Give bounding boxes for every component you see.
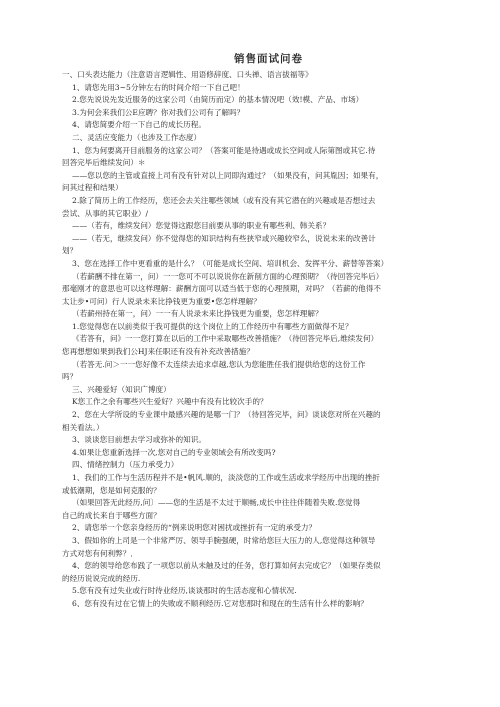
text-line: 《若答有，问》一一您打算在以后的工作中采取哪些改善措施？（待回答完毕后,维续发何）: [72, 334, 379, 344]
text-line: （若薪酬不排在第一，问）一一您可不可以说说你在新削方面的心理预期？（待回答完毕后）: [72, 271, 384, 281]
text-line: 一、口头表达能力（注意语言逻辑性、用语修辞度、口头禅、语言拔福等》: [62, 70, 313, 79]
text-line: 问其过程和结果）: [62, 183, 123, 193]
document-body: [62, 69, 453, 611]
text-line: 相关看法。）: [62, 422, 104, 432]
text-line: ——（若有，维续发问）您觉得这跟您目前要从事的职业有哪些利、韩关系？: [72, 221, 331, 231]
text-line: 或低潮期，您是如何克服的？: [62, 485, 161, 495]
text-line: 3.为何会来我们公E应聘？你对我们公司有了解吗？: [72, 107, 245, 117]
text-line: 自己的成长来自于哪些方面？: [62, 510, 161, 520]
text-line: 1.您觉得您在以前类似于我可提供的这个岗位上的工作经历中有哪些方面做得不足？: [72, 321, 353, 331]
text-line: 划？: [62, 246, 78, 256]
text-line: 吗？: [62, 372, 78, 382]
text-line: 四、情绪控制力（压力承受力）: [72, 460, 179, 470]
text-line: 三、兴趣爱好（知识广博度）: [72, 384, 171, 394]
text-line: 2、您在大学所设的专业课中最感兴趣的是哪一门？（待回答完毕，问》谈谈您对所在兴趣的: [72, 410, 381, 420]
text-line: K您工作之余有哪些兴生爱好？兴趣中有没有比较次手的？: [72, 397, 268, 407]
text-line: （如果回答无此经历,问〕——您的生活是不太过于顺畅,成长中往往伴随着失败.您觉得: [72, 498, 361, 508]
text-line: 4、您的领导给您布践了一项您以前从未触及过的任务，您打算如何去完成它？（如果存类似: [72, 561, 381, 571]
text-line: 您再想想如果到我们公HJ来任职还有没有补充改善措施？: [62, 347, 254, 357]
text-line: 尝试、从事的其它职业）/: [62, 208, 149, 218]
text-line: （若薪州持在第一，问）一一有人说录未来比挣钱更为重要，您怎样理解？: [72, 309, 323, 319]
text-line: （若答无.问＞一一您好像不太连续去追求卓越,您认为您能胜任我们提供给您的这份工作: [72, 359, 366, 369]
text-line: 6、您有没有过在它情上的失败或不顺利经历.它对您那时和现在的生活有什么样的影响？: [72, 598, 368, 608]
text-line: 2、请您举一个您亲身经历的“例来说明您对困扰或挫折有一定的承受力？: [72, 523, 317, 533]
text-line: 那毫刚才的意思也可以这样理解：薪酬方面可以适当低于您的心理预期，对吗？（若薪的他得不: [62, 284, 381, 294]
text-line: 4.如果让您重新选择一次,您对自己的专业领域会有所改变吗?: [72, 447, 276, 457]
text-line: 5.您有没有过失业或行时待业经历,谈谈那时的生活态度和心情状况.: [72, 586, 297, 596]
text-line: 1、请您先用3~5分钟左右的时间介绍一下自己吧！: [72, 82, 245, 92]
text-line: ——您以您的主管或直接上司有没有针对以上同即沟通过？（如果没有，问其胤因；如果有，: [72, 170, 384, 180]
text-line: 太让步•可问）行人说录未来比挣钱更为重要•您怎样理解？: [62, 296, 261, 306]
text-line: ——（若无，继续发问）你不觉得您的知识结构有些狭窄或兴趣较窄么，说说未来的改善计: [72, 233, 376, 243]
text-line: 方式对您有何利弊？．: [62, 548, 138, 558]
text-line: 2.您先说说先发近服务的这家公司（由简历而定）的基本情况吧（效!模、产品、市场）: [72, 95, 364, 105]
text-line: 回答完毕后维续发问）＊: [62, 158, 146, 168]
text-line: 的经历说说完成的经历.: [62, 573, 141, 583]
text-line: 二、灵活应变能力（也涉及工作态度）: [72, 132, 202, 142]
text-line: 2.除了简历上的工作经历，您还会去关注哪些领域（或有没有其它潜在的兴趣或是否想过去: [72, 195, 376, 205]
text-line: 4、请您简要介绍一下自己的成长历程。: [72, 120, 206, 130]
text-line: 3、谈谈您目前想去学习或弥补的知识。: [72, 435, 206, 445]
text-line: 3、您在选择工作中更看重的是什么？（可能是成长空间、培训机会、发挥平分、薪替等答案）: [72, 258, 389, 268]
text-line: 3、假如你的上司是一个非常严厉、领导手腕强硬，时常给您巨大压力的人,您觉得这种领导: [72, 535, 376, 545]
text-line: 1、您为何要离开目前服务的这家公司？（答案可能是待遇或成长空间或人际第图或其它.待: [72, 145, 376, 155]
page-title: 销售面试问卷: [234, 53, 303, 65]
text-line: 1、我们的工作与生活历程并不是•帆风.顺的，淡淡您的工作或生活或求学经历中出现的挫折: [72, 473, 380, 482]
